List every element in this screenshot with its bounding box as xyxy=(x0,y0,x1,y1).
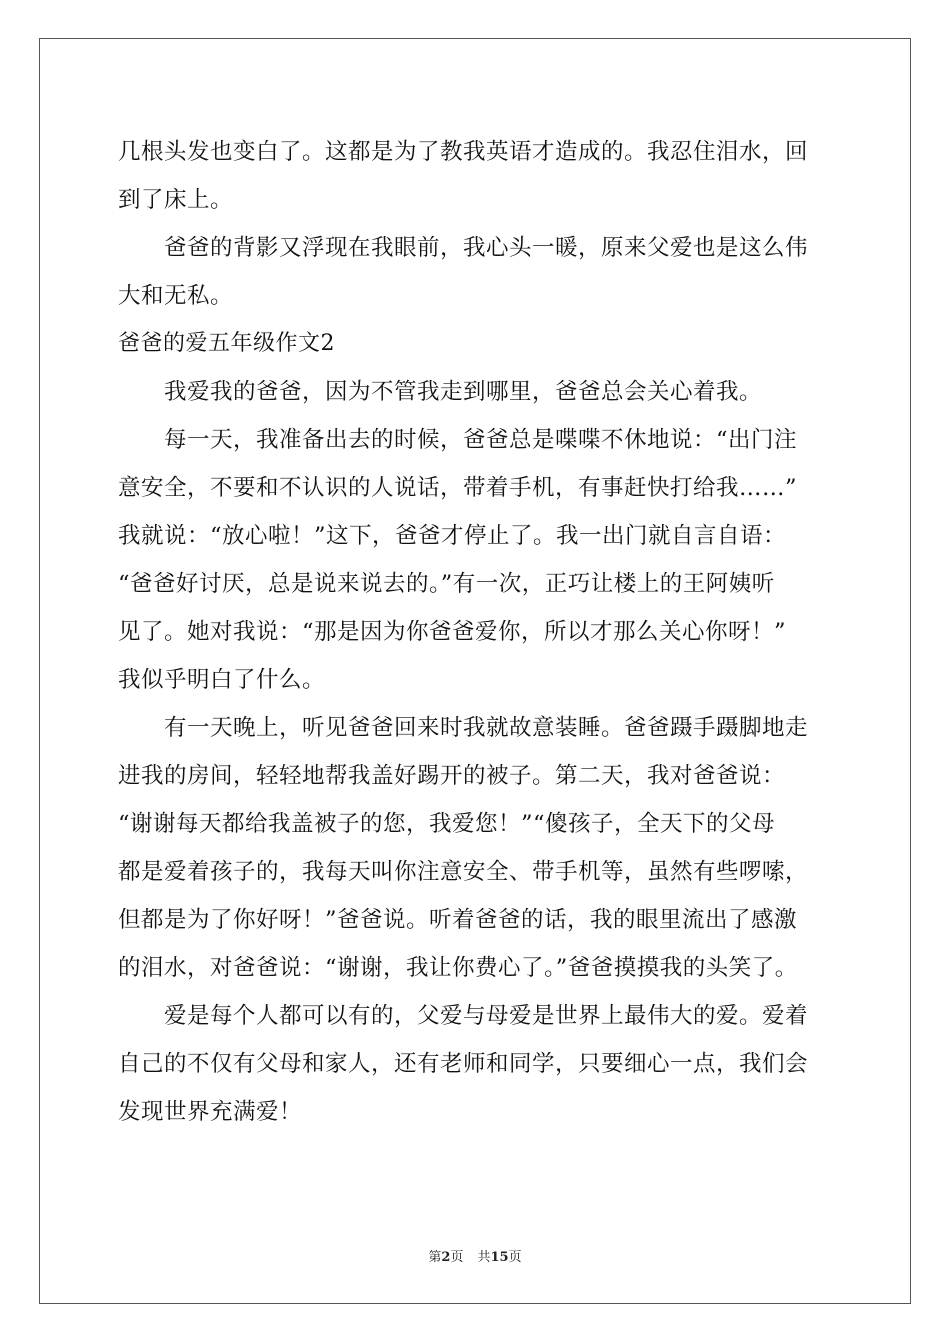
paragraph-line: 我就说：“放心啦！”这下，爸爸才停止了。我一出门就自言自语： xyxy=(118,523,787,549)
paragraph-line: 见了。她对我说：“那是因为你爸爸爱你，所以才那么关心你呀！” xyxy=(118,619,787,645)
paragraph-line: 但都是为了你好呀！”爸爸说。听着爸爸的话，我的眼里流出了感激 xyxy=(118,907,798,933)
paragraph xyxy=(118,224,838,320)
paragraph-line: 有一天晚上，听见爸爸回来时我就故意装睡。爸爸蹑手蹑脚地走 xyxy=(164,715,809,741)
paragraph-line: 的泪水，对爸爸说：“谢谢，我让你费心了。”爸爸摸摸我的头笑了。 xyxy=(118,955,798,981)
paragraph-line: 几根头发也变白了。这都是为了教我英语才造成的。我忍住泪水，回 xyxy=(118,139,809,165)
page-footer xyxy=(0,1246,950,1265)
paragraph xyxy=(118,704,838,992)
paragraph xyxy=(118,992,838,1136)
paragraph-line: 大和无私。 xyxy=(118,283,234,309)
paragraph-line: 我似乎明白了什么。 xyxy=(118,667,326,693)
paragraph xyxy=(118,416,838,704)
section-heading xyxy=(118,320,838,368)
paragraph-line: 自己的不仅有父母和家人，还有老师和同学，只要细心一点，我们会 xyxy=(118,1051,809,1077)
paragraph-line: “谢谢每天都给我盖被子的您，我爱您！”“傻孩子，全天下的父母 xyxy=(118,811,776,837)
document-body xyxy=(118,128,838,1136)
paragraph-line: 爱是每个人都可以有的，父爱与母爱是世界上最伟大的爱。爱着 xyxy=(164,1003,809,1029)
footer-page-suffix: 页 xyxy=(450,1250,464,1265)
paragraph-line: 都是爱着孩子的，我每天叫你注意安全、带手机等，虽然有些啰嗦， xyxy=(118,859,809,885)
paragraph xyxy=(118,368,838,416)
footer-page-number: 2 xyxy=(441,1250,451,1265)
paragraph-line: 每一天，我准备出去的时候，爸爸总是喋喋不休地说：“出门注 xyxy=(164,427,798,453)
paragraph-line: 发现世界充满爱！ xyxy=(118,1099,303,1125)
paragraph-line: 意安全，不要和不认识的人说话，带着手机，有事赶快打给我……” xyxy=(118,475,798,501)
footer-total-prefix: 共 xyxy=(477,1250,491,1265)
footer-total-pages: 15 xyxy=(490,1250,509,1265)
paragraph-line: 爸爸的背影又浮现在我眼前，我心头一暖，原来父爱也是这么伟 xyxy=(164,235,809,261)
paragraph-line: 我爱我的爸爸，因为不管我走到哪里，爸爸总会关心着我。 xyxy=(164,379,763,405)
footer-total-suffix: 页 xyxy=(508,1250,522,1265)
heading-text: 爸爸的爱五年级作文2 xyxy=(118,331,335,356)
paragraph-line: 到了床上。 xyxy=(118,187,234,213)
paragraph xyxy=(118,128,838,224)
paragraph-line: 进我的房间，轻轻地帮我盖好踢开的被子。第二天，我对爸爸说： xyxy=(118,763,786,789)
paragraph-line: “爸爸好讨厌，总是说来说去的。”有一次，正巧让楼上的王阿姨听 xyxy=(118,571,775,597)
footer-page-prefix: 第 xyxy=(428,1250,442,1265)
